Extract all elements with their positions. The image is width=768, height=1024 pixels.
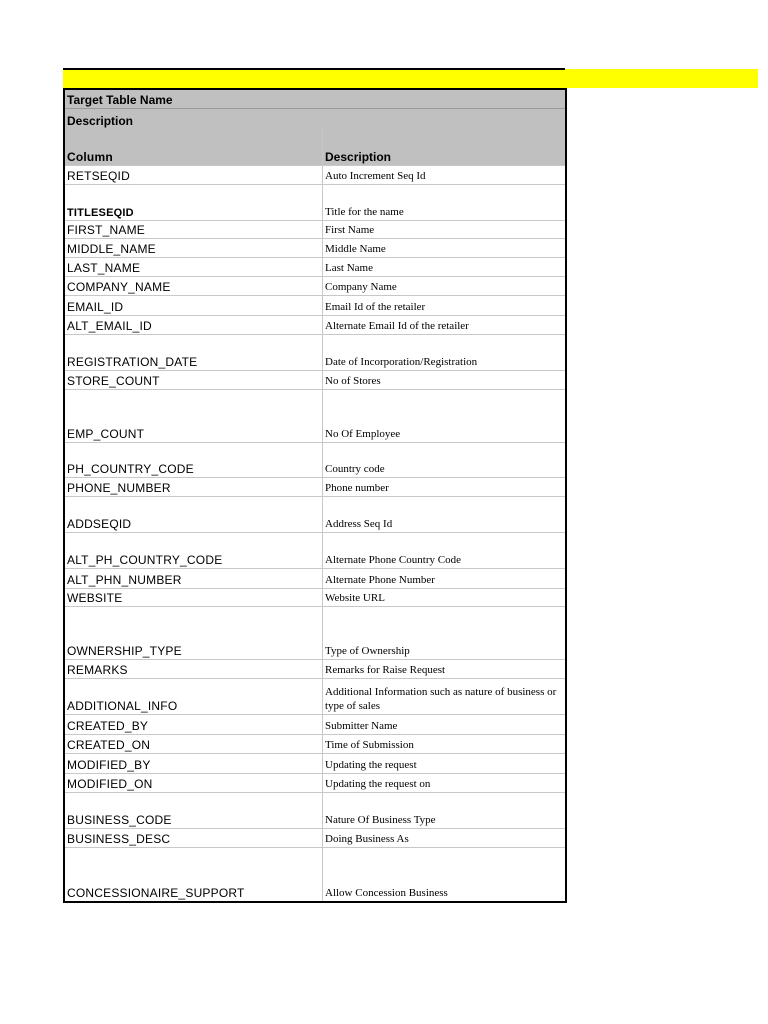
table-row [65, 239, 565, 258]
table-row [65, 715, 565, 735]
column-description-cell: Country code [325, 463, 385, 475]
column-description-cell: Auto Increment Seq Id [325, 170, 426, 182]
column-description-cell: No Of Employee [325, 428, 401, 440]
column-description-cell: Submitter Name [325, 720, 398, 732]
data-rows [65, 166, 565, 901]
table-row [65, 793, 565, 829]
column-description-cell: Phone number [325, 482, 389, 494]
column-description-cell: Remarks for Raise Request [325, 664, 446, 676]
description-header-cell: Description [325, 150, 392, 164]
description-label: Description [67, 114, 134, 128]
column-description-cell: Company Name [325, 281, 397, 293]
column-description-cell: Type of Ownership [325, 645, 410, 657]
column-name-cell: EMP_COUNT [65, 390, 323, 442]
column-name-cell: COMPANY_NAME [65, 277, 323, 295]
table-row [65, 774, 565, 793]
table-row [65, 754, 565, 774]
column-name-cell: PHONE_NUMBER [65, 478, 323, 496]
table-row [65, 221, 565, 239]
table-row [65, 533, 565, 569]
column-name-cell: WEBSITE [65, 589, 323, 606]
column-description-cell: Additional Information such as nature of business or type of sales [325, 686, 557, 712]
table-row [65, 185, 565, 221]
table-row [65, 679, 565, 715]
column-description-cell: Website URL [325, 592, 385, 604]
column-header-row [65, 129, 565, 166]
table-row [65, 589, 565, 607]
table-row [65, 443, 565, 478]
column-description-cell: Updating the request [325, 759, 417, 771]
column-name-cell: ADDITIONAL_INFO [65, 679, 323, 714]
column-description-cell: Alternate Email Id of the retailer [325, 320, 469, 332]
column-name-cell: CREATED_ON [65, 735, 323, 753]
column-name-cell: CONCESSIONAIRE_SUPPORT [65, 848, 323, 901]
table-row [65, 390, 565, 443]
table-row [65, 607, 565, 660]
table-row [65, 335, 565, 371]
banner-top-border [63, 68, 565, 70]
column-description-cell: Allow Concession Business [325, 887, 448, 899]
column-name-cell: ALT_PHN_NUMBER [65, 569, 323, 588]
column-name-cell: BUSINESS_DESC [65, 829, 323, 847]
table-row [65, 735, 565, 754]
column-name-cell: OWNERSHIP_TYPE [65, 607, 323, 659]
description-row [65, 109, 565, 129]
column-description-cell: Doing Business As [325, 833, 409, 845]
column-description-cell: Updating the request on [325, 778, 431, 790]
column-name-cell: MIDDLE_NAME [65, 239, 323, 257]
column-description-cell: Last Name [325, 262, 373, 274]
table-row [65, 296, 565, 316]
column-name-cell: MODIFIED_BY [65, 754, 323, 773]
column-name-cell: ADDSEQID [65, 497, 323, 532]
column-name-cell: PH_COUNTRY_CODE [65, 443, 323, 477]
table-row [65, 829, 565, 848]
column-description-cell: Title for the name [325, 206, 404, 218]
column-name-cell: STORE_COUNT [65, 371, 323, 389]
target-table-name-label: Target Table Name [67, 93, 173, 107]
spreadsheet-table [63, 88, 567, 903]
column-description-cell: Address Seq Id [325, 518, 393, 530]
table-row [65, 258, 565, 277]
column-name-cell: LAST_NAME [65, 258, 323, 276]
column-name-cell: REMARKS [65, 660, 323, 678]
table-row [65, 497, 565, 533]
column-name-cell: REGISTRATION_DATE [65, 335, 323, 370]
column-description-cell: Time of Submission [325, 739, 414, 751]
column-description-cell: Date of Incorporation/Registration [325, 356, 478, 368]
column-description-cell: No of Stores [325, 375, 381, 387]
column-name-cell: EMAIL_ID [65, 296, 323, 315]
yellow-banner [63, 69, 758, 88]
column-name-cell: CREATED_BY [65, 715, 323, 734]
table-row [65, 569, 565, 589]
table-row [65, 848, 565, 901]
column-name-cell: RETSEQID [65, 166, 323, 184]
table-row [65, 660, 565, 679]
column-description-cell: Middle Name [325, 243, 386, 255]
table-row [65, 166, 565, 185]
column-description-cell: Nature Of Business Type [325, 814, 436, 826]
column-header-cell: Column [65, 129, 323, 165]
column-description-cell: Alternate Phone Number [325, 574, 435, 586]
table-row [65, 316, 565, 335]
column-description-cell: Email Id of the retailer [325, 301, 426, 313]
column-name-cell: BUSINESS_CODE [65, 793, 323, 828]
column-name-cell: FIRST_NAME [65, 221, 323, 238]
target-table-name-row [65, 90, 565, 109]
column-description-cell: Alternate Phone Country Code [325, 554, 461, 566]
table-row [65, 277, 565, 296]
column-name-cell: MODIFIED_ON [65, 774, 323, 792]
column-name-cell: ALT_PH_COUNTRY_CODE [65, 533, 323, 568]
column-name-cell: TITLESEQID [65, 185, 323, 220]
column-description-cell: First Name [325, 224, 375, 236]
table-row [65, 478, 565, 497]
table-row [65, 371, 565, 390]
column-name-cell: ALT_EMAIL_ID [65, 316, 323, 334]
